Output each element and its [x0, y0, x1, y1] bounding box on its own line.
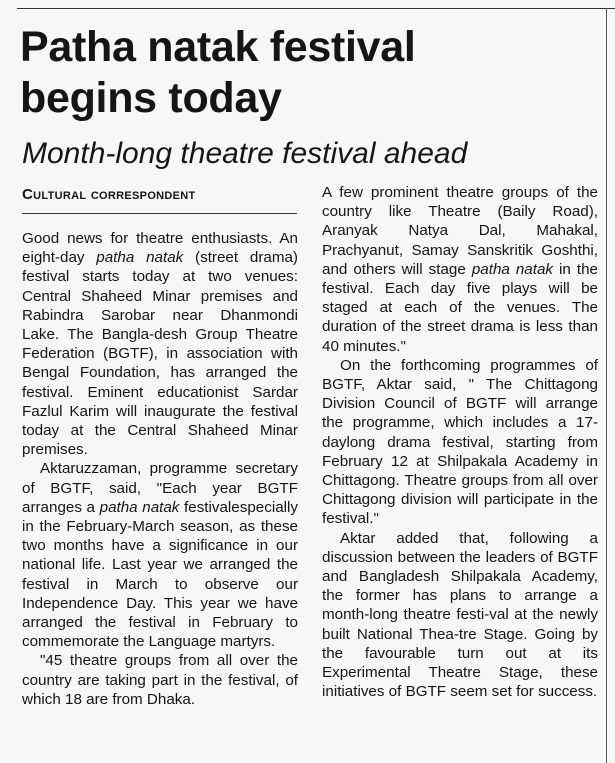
- paragraph: On the forthcoming programmes of BGTF, Aktar said, " The Chittagong Division Council of BGTF will arrange the programme, which includes a 17-daylong drama festival, starting from February 12 at Shilpakala Academy in Chittagong. Theatre groups from all over Chittagong division will participate in the festival.": [322, 356, 598, 528]
- italic-term: patha natak: [99, 498, 180, 516]
- byline: Cultural correspondent: [22, 186, 196, 203]
- headline-line-1: Patha natak festival: [20, 23, 416, 71]
- right-column: [322, 183, 598, 701]
- paragraph: [22, 459, 298, 651]
- headline: [20, 22, 600, 124]
- byline-rule: [22, 213, 297, 214]
- left-column: [22, 229, 298, 709]
- headline-line-2: begins today: [20, 74, 282, 122]
- paragraph-text: (street drama) festival starts today at two venues: Central Shaheed Minar premises and Rabindra Sarobar near Dhanmondi Lake. The Bangla-desh Group Theatre Federation (BGTF), in association with Bengal Foundation, has arranged the festival. Eminent educationist Sardar Fazlul Karim will inaugurate the festival today at the Central Shaheed Minar premises.: [22, 249, 298, 459]
- paragraph-text: A few prominent theatre groups of the country like Theatre (Baily Road), Aranyak Natya Dal, Mahakal, Prachyanut, Samay Sanskritik Goshthi, and others will stage: [322, 184, 598, 278]
- paragraph: [322, 183, 598, 356]
- column-edge-rule: [606, 8, 607, 763]
- paragraph-text: Good news for theatre enthusiasts. An eight-day: [22, 230, 298, 267]
- paragraph: "45 theatre groups from all over the country are taking part in the festival, of which 18 are from Dhaka.: [22, 652, 298, 708]
- paragraph-text: festivalespecially in the February-March season, as these two months have a significance in our national life. Last year we arranged the festival in March to observe our Independence Day. This year we have arranged the festival in February to commemorate the Language martyrs.: [22, 498, 298, 651]
- paragraph: [22, 229, 298, 459]
- paragraph: Aktar added that, following a discussion between the leaders of BGTF and Bangladesh Shilpakala Academy, the former has plans to arrange a month-long theatre festi-val at the newly built National Thea-tre Stage. Going by the favourable turn out at its Experimental Theatre Stage, these initiatives of BGTF seem set for success.: [322, 529, 598, 701]
- paragraph-text: in the festival. Each day five plays will be staged at each of the venues. The duration of the street drama is less than 40 minutes.": [322, 260, 598, 355]
- italic-term: patha natak: [96, 249, 184, 267]
- top-rule: [17, 8, 615, 9]
- subheadline: Month-long theatre festival ahead: [22, 137, 468, 170]
- paragraph-text: Aktaruzzaman, programme secretary of BGTF, said, "Each year BGTF arranges a: [22, 460, 298, 516]
- italic-term: patha natak: [471, 260, 554, 278]
